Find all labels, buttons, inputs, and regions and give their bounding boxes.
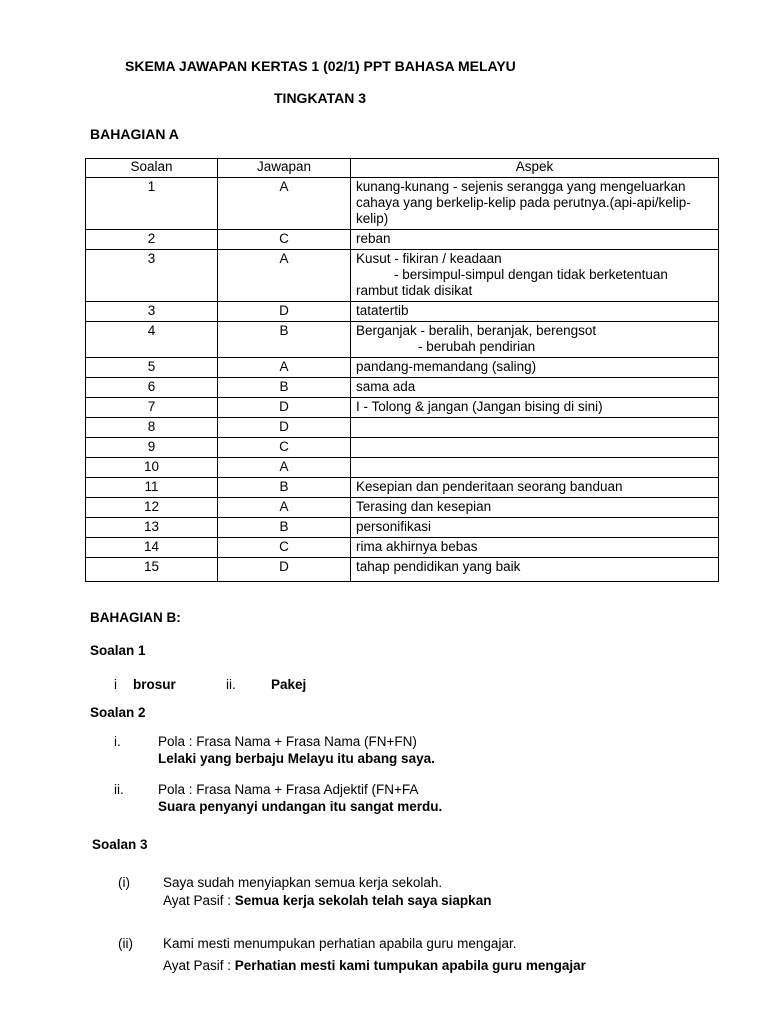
aspek-cell: rima akhirnya bebas (351, 538, 719, 558)
table-row (86, 250, 719, 302)
document-subtitle: TINGKATAN 3 (274, 90, 367, 106)
soalan1-item-ii-answer: Pakej (271, 677, 307, 692)
soalan1-item-ii-number: ii. (226, 677, 236, 692)
soalan-cell: 3 (86, 250, 218, 302)
jawapan-cell: B (218, 322, 351, 358)
jawapan-cell: C (218, 438, 351, 458)
table-row (86, 322, 719, 358)
aspek-line: - bersimpul-simpul dengan tidak berketentuan (394, 267, 668, 282)
soalan-cell: 11 (86, 478, 218, 498)
soalan3-item-number: (i) (118, 875, 130, 890)
table-row (86, 418, 719, 438)
soalan3-ayat-pasif (163, 892, 491, 909)
table-row (86, 302, 719, 322)
column-header-aspek: Aspek (351, 159, 719, 178)
soalan-cell: 9 (86, 438, 218, 458)
ayat-pasif-answer: Semua kerja sekolah telah saya siapkan (234, 893, 492, 908)
soalan3-ayat-pasif (163, 957, 586, 974)
aspek-cell (351, 250, 719, 302)
aspek-line: kelip) (356, 211, 389, 226)
soalan2-ayat: Lelaki yang berbaju Melayu itu abang saya. (158, 751, 435, 766)
table-row (86, 478, 719, 498)
jawapan-cell: D (218, 398, 351, 418)
jawapan-cell: B (218, 378, 351, 398)
table-row (86, 438, 719, 458)
soalan2-pola: Pola : Frasa Nama + Frasa Nama (FN+FN) (158, 734, 417, 749)
soalan-cell: 14 (86, 538, 218, 558)
jawapan-cell: B (218, 518, 351, 538)
table-row (86, 358, 719, 378)
section-b-heading: BAHAGIAN B: (90, 610, 181, 625)
jawapan-cell: C (218, 230, 351, 250)
aspek-line: kunang-kunang - sejenis serangga yang mengeluarkan (356, 179, 686, 194)
soalan1-item-i-number: i (114, 677, 117, 692)
column-header-soalan: Soalan (86, 159, 218, 178)
soalan-cell: 1 (86, 178, 218, 230)
aspek-cell (351, 438, 719, 458)
soalan-cell: 5 (86, 358, 218, 378)
table-row (86, 230, 719, 250)
aspek-cell: tatatertib (351, 302, 719, 322)
soalan-cell: 13 (86, 518, 218, 538)
table-row (86, 558, 719, 582)
soalan-cell: 8 (86, 418, 218, 438)
ayat-pasif-label: Ayat Pasif : (163, 958, 235, 973)
ayat-pasif-answer: Perhatian mesti kami tumpukan apabila guru mengajar (234, 958, 586, 973)
soalan-cell: 12 (86, 498, 218, 518)
soalan1-item-i-answer: brosur (133, 677, 176, 692)
soalan3-ayat-aktif: Kami mesti menumpukan perhatian apabila guru mengajar. (163, 936, 517, 951)
soalan-cell: 10 (86, 458, 218, 478)
table-row (86, 398, 719, 418)
aspek-cell: tahap pendidikan yang baik (351, 558, 719, 582)
soalan2-item-number: ii. (114, 782, 124, 797)
aspek-cell (351, 322, 719, 358)
jawapan-cell: A (218, 358, 351, 378)
aspek-cell (351, 178, 719, 230)
jawapan-cell: D (218, 302, 351, 322)
soalan1-label: Soalan 1 (90, 643, 146, 658)
aspek-cell: Terasing dan kesepian (351, 498, 719, 518)
soalan3-item-number: (ii) (118, 936, 133, 951)
soalan-cell: 3 (86, 302, 218, 322)
aspek-cell (351, 418, 719, 438)
aspek-cell: sama ada (351, 378, 719, 398)
table-header-row (86, 159, 719, 178)
soalan2-ayat: Suara penyanyi undangan itu sangat merdu. (158, 799, 443, 814)
jawapan-cell: A (218, 458, 351, 478)
soalan2-label: Soalan 2 (90, 705, 146, 720)
aspek-cell (351, 458, 719, 478)
aspek-cell: I - Tolong & jangan (Jangan bising di sini) (351, 398, 719, 418)
aspek-line: Berganjak - beralih, beranjak, berengsot (356, 323, 597, 338)
aspek-cell: personifikasi (351, 518, 719, 538)
soalan2-pola: Pola : Frasa Nama + Frasa Adjektif (FN+FA (158, 782, 419, 797)
section-a-heading: BAHAGIAN A (90, 126, 179, 142)
table-row (86, 538, 719, 558)
table-row (86, 518, 719, 538)
aspek-line: cahaya yang berkelip-kelip pada perutnya.(api-api/kelip- (356, 195, 691, 210)
table-row (86, 378, 719, 398)
soalan-cell: 7 (86, 398, 218, 418)
jawapan-cell: D (218, 558, 351, 582)
jawapan-cell: D (218, 418, 351, 438)
soalan-cell: 2 (86, 230, 218, 250)
table-row (86, 178, 719, 230)
table-row (86, 458, 719, 478)
column-header-jawapan: Jawapan (218, 159, 351, 178)
soalan-cell: 15 (86, 558, 218, 582)
jawapan-cell: B (218, 478, 351, 498)
aspek-cell: pandang-memandang (saling) (351, 358, 719, 378)
soalan3-label: Soalan 3 (92, 837, 148, 852)
soalan2-item-number: i. (114, 734, 121, 749)
aspek-line: rambut tidak disikat (356, 283, 473, 298)
ayat-pasif-label: Ayat Pasif : (163, 893, 235, 908)
soalan3-ayat-aktif: Saya sudah menyiapkan semua kerja sekolah. (163, 875, 443, 890)
jawapan-cell: A (218, 250, 351, 302)
answer-table (85, 158, 719, 582)
aspek-cell: Kesepian dan penderitaan seorang banduan (351, 478, 719, 498)
table-row (86, 498, 719, 518)
jawapan-cell: A (218, 178, 351, 230)
jawapan-cell: C (218, 538, 351, 558)
document-title: SKEMA JAWAPAN KERTAS 1 (02/1) PPT BAHASA MELAYU (125, 58, 516, 74)
soalan-cell: 4 (86, 322, 218, 358)
aspek-line: Kusut - fikiran / keadaan (356, 251, 502, 266)
soalan-cell: 6 (86, 378, 218, 398)
jawapan-cell: A (218, 498, 351, 518)
aspek-line: - berubah pendirian (418, 339, 536, 354)
aspek-cell: reban (351, 230, 719, 250)
